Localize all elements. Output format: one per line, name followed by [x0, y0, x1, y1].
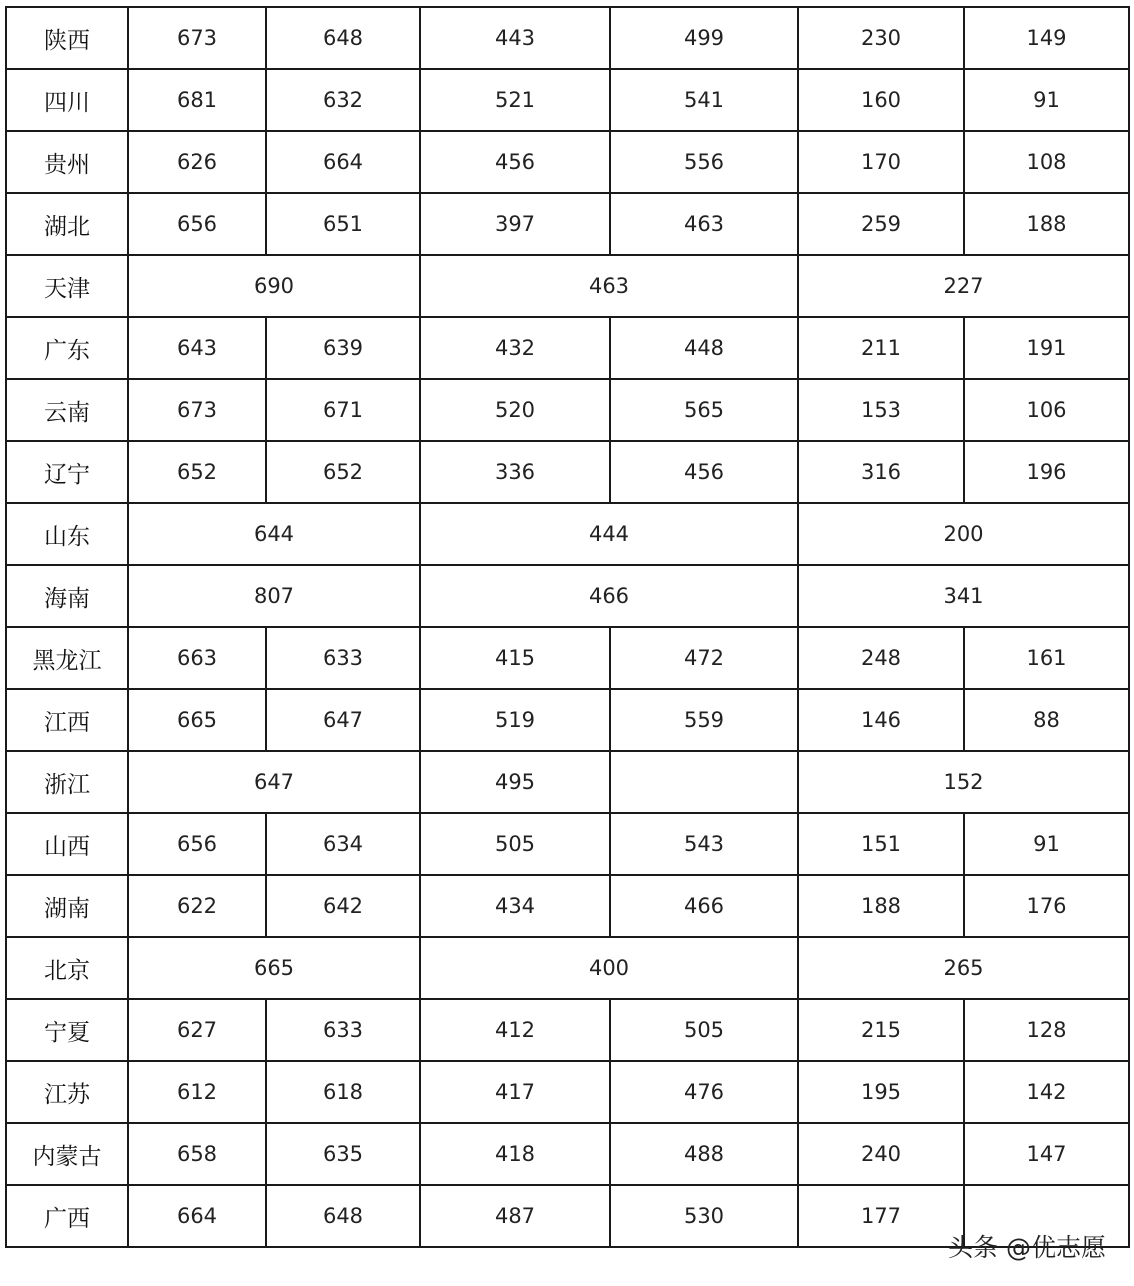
score-cell: 177 [798, 1185, 964, 1247]
score-cell: 656 [128, 193, 266, 255]
score-cell: 191 [964, 317, 1129, 379]
table-row [6, 193, 1129, 255]
score-cell: 634 [266, 813, 420, 875]
score-cell: 651 [266, 193, 420, 255]
score-cell: 665 [128, 689, 266, 751]
table-row [6, 317, 1129, 379]
score-cell: 499 [610, 7, 798, 69]
score-cell: 618 [266, 1061, 420, 1123]
score-cell: 128 [964, 999, 1129, 1061]
score-cell: 690 [128, 255, 420, 317]
score-cell: 622 [128, 875, 266, 937]
score-cell: 316 [798, 441, 964, 503]
score-cell: 418 [420, 1123, 610, 1185]
score-cell: 807 [128, 565, 420, 627]
score-cell: 176 [964, 875, 1129, 937]
score-cell: 397 [420, 193, 610, 255]
score-cell: 643 [128, 317, 266, 379]
table-row [6, 441, 1129, 503]
score-cell: 151 [798, 813, 964, 875]
score-cell: 543 [610, 813, 798, 875]
score-cell: 91 [964, 813, 1129, 875]
score-cell: 443 [420, 7, 610, 69]
score-cell: 170 [798, 131, 964, 193]
score-cell: 227 [798, 255, 1129, 317]
score-cell: 211 [798, 317, 964, 379]
table-row [6, 689, 1129, 751]
score-cell: 520 [420, 379, 610, 441]
score-cell: 463 [420, 255, 798, 317]
score-cell: 215 [798, 999, 964, 1061]
score-cell: 472 [610, 627, 798, 689]
province-cell: 广西 [6, 1185, 128, 1247]
score-cell: 341 [798, 565, 1129, 627]
score-cell: 635 [266, 1123, 420, 1185]
province-cell: 内蒙古 [6, 1123, 128, 1185]
score-cell: 259 [798, 193, 964, 255]
score-cell: 400 [420, 937, 798, 999]
score-cell: 642 [266, 875, 420, 937]
province-cell: 江西 [6, 689, 128, 751]
table-row [6, 565, 1129, 627]
score-cell: 91 [964, 69, 1129, 131]
score-cell: 519 [420, 689, 610, 751]
score-cell: 652 [128, 441, 266, 503]
score-cell: 673 [128, 7, 266, 69]
table-row [6, 255, 1129, 317]
score-cell: 146 [798, 689, 964, 751]
score-cell: 656 [128, 813, 266, 875]
score-cell: 466 [420, 565, 798, 627]
score-cell: 230 [798, 7, 964, 69]
province-cell: 贵州 [6, 131, 128, 193]
score-cell: 195 [798, 1061, 964, 1123]
score-cell: 647 [266, 689, 420, 751]
score-cell: 240 [798, 1123, 964, 1185]
score-cell: 673 [128, 379, 266, 441]
score-cell: 639 [266, 317, 420, 379]
score-cell: 495 [420, 751, 610, 813]
score-cell: 681 [128, 69, 266, 131]
province-cell: 辽宁 [6, 441, 128, 503]
province-cell: 湖南 [6, 875, 128, 937]
score-cell: 671 [266, 379, 420, 441]
score-cell: 505 [420, 813, 610, 875]
table-row [6, 627, 1129, 689]
province-cell: 北京 [6, 937, 128, 999]
score-cell: 521 [420, 69, 610, 131]
score-cell: 665 [128, 937, 420, 999]
province-cell: 天津 [6, 255, 128, 317]
source-watermark: 头条 @优志愿 [948, 1233, 1106, 1262]
score-cell: 488 [610, 1123, 798, 1185]
score-cell: 612 [128, 1061, 266, 1123]
score-cell: 412 [420, 999, 610, 1061]
score-cell: 88 [964, 689, 1129, 751]
score-cell: 415 [420, 627, 610, 689]
score-cell: 153 [798, 379, 964, 441]
score-cell: 559 [610, 689, 798, 751]
score-cell: 565 [610, 379, 798, 441]
score-cell: 632 [266, 69, 420, 131]
score-cell: 188 [798, 875, 964, 937]
score-cell: 152 [798, 751, 1129, 813]
score-cell: 336 [420, 441, 610, 503]
score-cell: 664 [266, 131, 420, 193]
table-row [6, 379, 1129, 441]
province-cell: 广东 [6, 317, 128, 379]
table-row [6, 937, 1129, 999]
score-cell: 541 [610, 69, 798, 131]
score-cell: 248 [798, 627, 964, 689]
score-cell: 456 [610, 441, 798, 503]
score-cell: 142 [964, 1061, 1129, 1123]
score-cell: 200 [798, 503, 1129, 565]
province-cell: 山东 [6, 503, 128, 565]
table-row [6, 69, 1129, 131]
province-cell: 江苏 [6, 1061, 128, 1123]
score-cell: 626 [128, 131, 266, 193]
score-cell: 633 [266, 999, 420, 1061]
score-cell: 108 [964, 131, 1129, 193]
score-cell: 530 [610, 1185, 798, 1247]
score-cell: 106 [964, 379, 1129, 441]
province-cell: 湖北 [6, 193, 128, 255]
score-cell: 627 [128, 999, 266, 1061]
score-table [5, 6, 1130, 1248]
table-row [6, 503, 1129, 565]
score-cell: 417 [420, 1061, 610, 1123]
score-cell: 658 [128, 1123, 266, 1185]
province-cell: 浙江 [6, 751, 128, 813]
province-cell: 陕西 [6, 7, 128, 69]
score-cell: 434 [420, 875, 610, 937]
score-cell: 265 [798, 937, 1129, 999]
table-row [6, 813, 1129, 875]
score-cell: 644 [128, 503, 420, 565]
table-row [6, 999, 1129, 1061]
score-cell: 648 [266, 1185, 420, 1247]
score-cell: 476 [610, 1061, 798, 1123]
table-row [6, 131, 1129, 193]
score-cell: 444 [420, 503, 798, 565]
score-cell: 664 [128, 1185, 266, 1247]
province-cell: 海南 [6, 565, 128, 627]
table-row [6, 7, 1129, 69]
score-cell: 463 [610, 193, 798, 255]
score-cell: 149 [964, 7, 1129, 69]
score-cell: 448 [610, 317, 798, 379]
table-row [6, 1061, 1129, 1123]
score-cell: 505 [610, 999, 798, 1061]
score-cell: 456 [420, 131, 610, 193]
province-cell: 四川 [6, 69, 128, 131]
score-cell: 196 [964, 441, 1129, 503]
score-cell: 663 [128, 627, 266, 689]
score-cell: 160 [798, 69, 964, 131]
score-cell: 652 [266, 441, 420, 503]
score-cell: 466 [610, 875, 798, 937]
province-cell: 山西 [6, 813, 128, 875]
score-cell: 647 [128, 751, 420, 813]
province-cell: 云南 [6, 379, 128, 441]
score-cell: 161 [964, 627, 1129, 689]
score-cell: 487 [420, 1185, 610, 1247]
score-cell [610, 751, 798, 813]
table-row [6, 751, 1129, 813]
score-cell: 432 [420, 317, 610, 379]
score-cell: 188 [964, 193, 1129, 255]
table-row [6, 1123, 1129, 1185]
province-cell: 黑龙江 [6, 627, 128, 689]
score-cell: 633 [266, 627, 420, 689]
province-cell: 宁夏 [6, 999, 128, 1061]
score-cell: 648 [266, 7, 420, 69]
score-cell: 147 [964, 1123, 1129, 1185]
table-row [6, 875, 1129, 937]
score-cell: 556 [610, 131, 798, 193]
